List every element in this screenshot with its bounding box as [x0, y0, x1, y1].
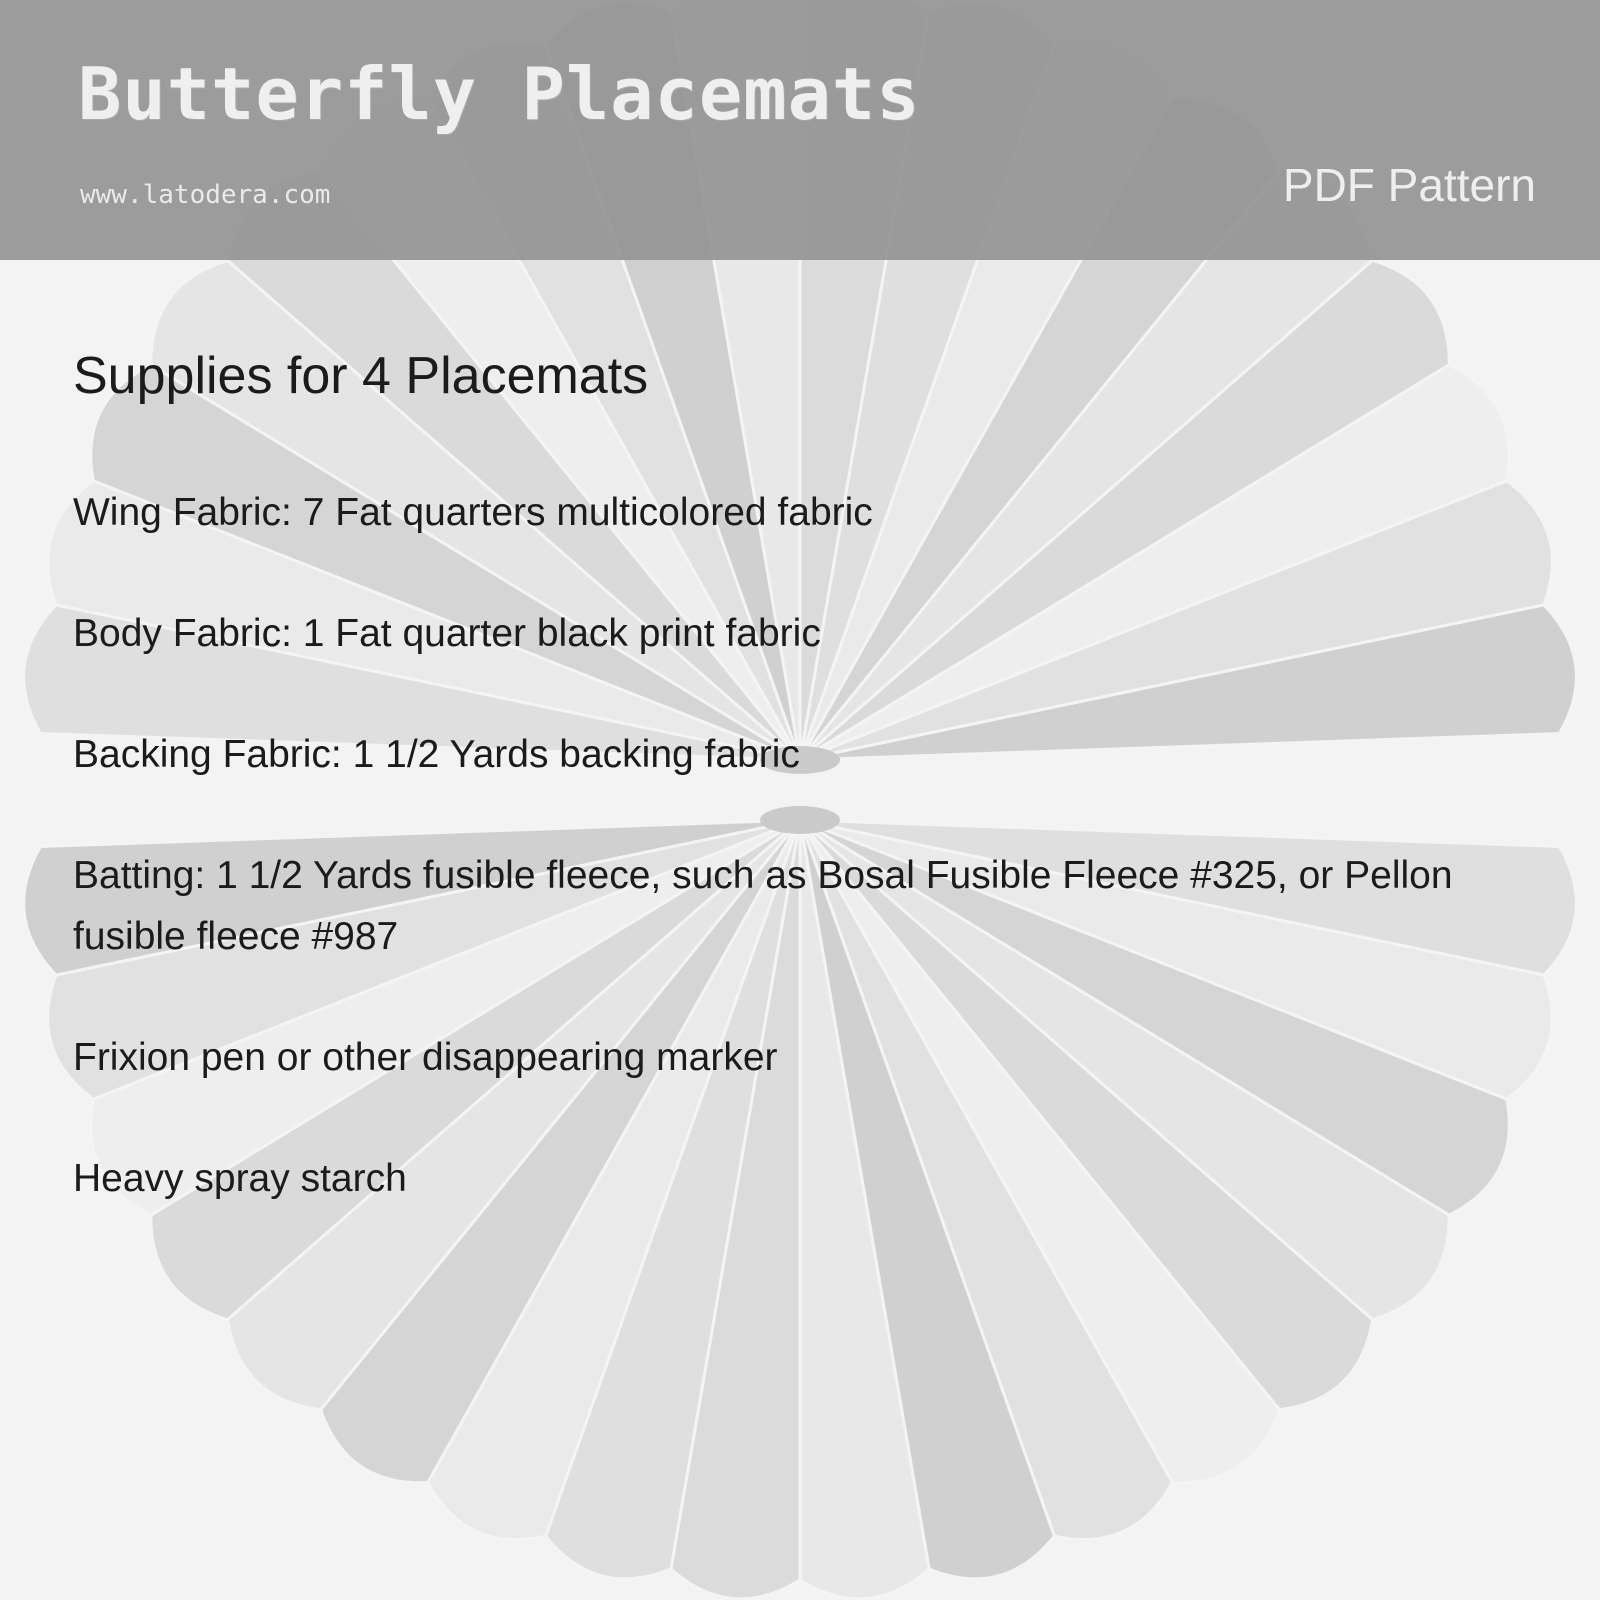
supply-item: Wing Fabric: 7 Fat quarters multicolored fabric: [73, 491, 873, 534]
supply-item: Backing Fabric: 1 1/2 Yards backing fabric: [73, 733, 800, 776]
supplies-list: [73, 482, 1543, 1209]
website-url: www.latodera.com: [80, 180, 331, 210]
supplies-heading: Supplies for 4 Placemats: [73, 347, 649, 405]
supply-item: Heavy spray starch: [73, 1157, 407, 1200]
page-title: Butterfly Placemats: [78, 52, 921, 136]
header-banner: [0, 0, 1600, 260]
page-subtitle: PDF Pattern: [1282, 159, 1536, 211]
supply-item: Batting: 1 1/2 Yards fusible fleece, such as Bosal Fusible Fleece #325, or Pellon fusible fleece #987: [73, 854, 1453, 958]
supply-item: Frixion pen or other disappearing marker: [73, 1036, 778, 1079]
supply-item: Body Fabric: 1 Fat quarter black print fabric: [73, 612, 821, 655]
supplies-section: [73, 345, 1543, 1269]
